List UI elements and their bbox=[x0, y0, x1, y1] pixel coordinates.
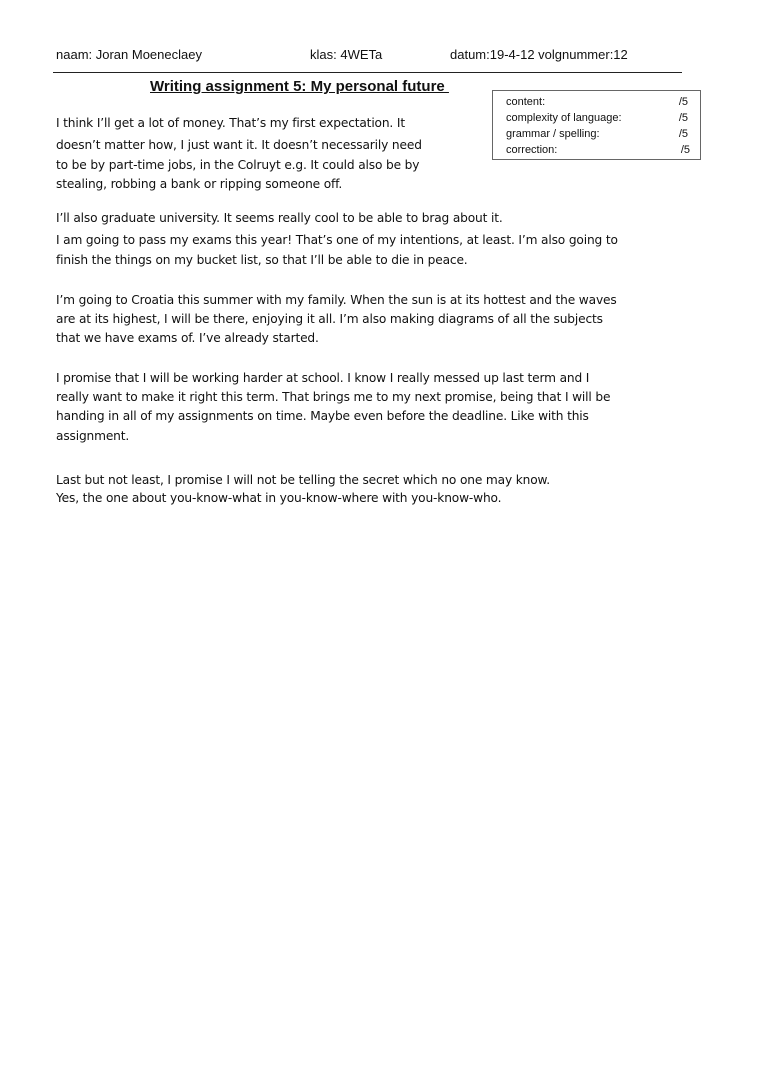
text-line: I’m going to Croatia this summer with my family. When the sun is at its hottest and the waves bbox=[56, 293, 617, 307]
text-line: assignment. bbox=[56, 429, 130, 443]
score-label: grammar / spelling: bbox=[506, 128, 600, 140]
score-label: content: bbox=[506, 96, 546, 108]
document-title: Writing assignment 5: My personal future bbox=[150, 78, 449, 95]
score-row bbox=[506, 96, 688, 112]
text-line: handing in all of my assignments on time. Maybe even before the deadline. Like with this bbox=[56, 409, 589, 423]
class-label: klas: 4WETa bbox=[310, 47, 383, 62]
text-line: to be by part-time jobs, in the Colruyt e.g. It could also be by bbox=[56, 158, 420, 172]
score-value: /5 bbox=[678, 96, 688, 108]
score-box bbox=[492, 90, 701, 160]
score-row bbox=[506, 128, 688, 144]
score-row bbox=[506, 144, 688, 160]
date-number: datum:19-4-12 volgnummer:12 bbox=[450, 47, 628, 62]
text-line: Yes, the one about you-know-what in you-know-where with you-know-who. bbox=[56, 491, 502, 505]
text-line: are at its highest, I will be there, enjoying it all. I’m also making diagrams of all the subjects bbox=[56, 312, 603, 326]
text-line: finish the things on my bucket list, so that I’ll be able to die in peace. bbox=[56, 253, 468, 267]
score-value: /5 bbox=[678, 128, 688, 140]
text-line: really want to make it right this term. That brings me to my next promise, being that I will be bbox=[56, 390, 611, 404]
student-name: naam: Joran Moeneclaey bbox=[56, 47, 202, 62]
header-rule bbox=[53, 72, 682, 73]
text-line: stealing, robbing a bank or ripping someone off. bbox=[56, 177, 343, 191]
text-line: Last but not least, I promise I will not be telling the secret which no one may know. bbox=[56, 473, 550, 487]
text-line: that we have exams of. I’ve already started. bbox=[56, 331, 319, 345]
score-label: correction: bbox=[506, 144, 558, 156]
score-row bbox=[506, 112, 688, 128]
text-line: I’ll also graduate university. It seems really cool to be able to brag about it. bbox=[56, 211, 503, 225]
text-line: doesn’t matter how, I just want it. It doesn’t necessarily need bbox=[56, 138, 422, 152]
text-line: I think I’ll get a lot of money. That’s my first expectation. It bbox=[56, 116, 405, 130]
text-line: I am going to pass my exams this year! That’s one of my intentions, at least. I’m also going to bbox=[56, 233, 618, 247]
score-value: /5 bbox=[678, 112, 688, 124]
text-line: I promise that I will be working harder at school. I know I really messed up last term and I bbox=[56, 371, 590, 385]
score-value: /5 bbox=[680, 144, 690, 156]
score-label: complexity of language: bbox=[506, 112, 622, 124]
